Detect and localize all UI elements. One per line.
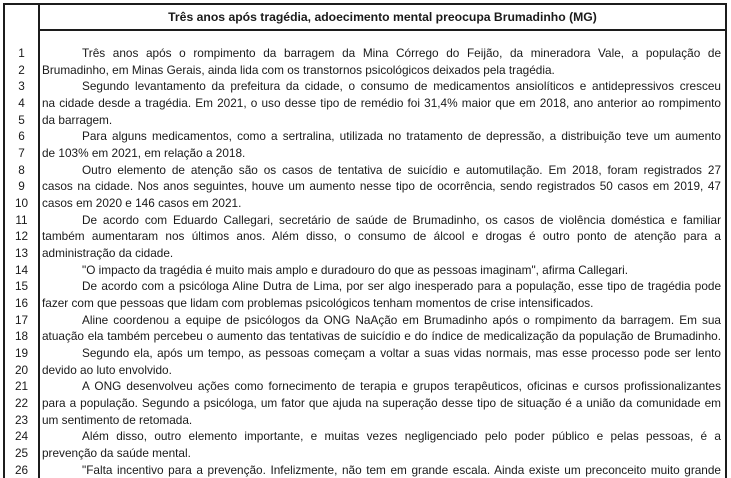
line-number: 9 [18, 179, 25, 194]
text-line: Para alguns medicamentos, como a sertralina, utilizada no tratamento de depressão, a distribuição teve um aumento [82, 129, 721, 144]
line-number: 8 [18, 162, 25, 177]
line-number: 24 [14, 429, 29, 444]
line-number: 2 [18, 62, 25, 77]
text-line: um sentimento de retomada. [42, 412, 193, 427]
line-number: 21 [14, 379, 29, 394]
text-line: devido ao luto envolvido. [42, 362, 172, 377]
text-line: prevenção da saúde mental. [42, 446, 191, 461]
line-number: 4 [18, 96, 25, 111]
text-line: "Falta incentivo para a prevenção. Infelizmente, não tem em grande escala. Ainda existe um preconceito muito grande [82, 462, 721, 477]
line-number: 6 [18, 129, 25, 144]
line-number: 15 [14, 279, 29, 294]
text-line: de 103% em 2021, em relação a 2018. [42, 146, 246, 161]
line-number: 23 [14, 412, 29, 427]
document-title: Três anos após tragédia, adoecimento mental preocupa Brumadinho (MG) [40, 5, 725, 31]
text-line: De acordo com Eduardo Callegari, secretário de saúde de Brumadinho, os casos de violência doméstica e familiar [82, 212, 721, 227]
text-line: A ONG desenvolveu ações como fornecimento de terapia e grupos terapêuticos, oficinas e cursos profissionalizantes [82, 379, 721, 394]
line-number: 12 [14, 229, 29, 244]
line-number-column [5, 5, 40, 478]
text-line: Outro elemento de atenção são os casos de tentativa de suicídio e automutilação. Em 2018, foram registrados 27 [82, 162, 721, 177]
line-number: 26 [14, 462, 29, 477]
text-line: Três anos após o rompimento da barragem da Mina Córrego do Feijão, da mineradora Vale, a população de [82, 46, 721, 60]
text-line: na cidade desde a tragédia. Em 2021, o uso desse tipo de remédio foi 31,4% maior que em 2018, ano anterior ao rompimento [42, 96, 721, 111]
text-line: Segundo ela, após um tempo, as pessoas começam a voltar a suas vidas normais, mas esse processo pode ser lento [82, 346, 721, 361]
text-line: administração da cidade. [42, 246, 174, 261]
text-line: De acordo com a psicóloga Aline Dutra de Lima, por ser algo inesperado para a população, esse tipo de tragédia pode [82, 279, 721, 294]
text-line: Segundo levantamento da prefeitura da cidade, o consumo de medicamentos ansiolíticos e antidepressivos cresceu [82, 79, 721, 94]
line-number: 5 [18, 112, 25, 127]
text-line: Além disso, outro elemento importante, e muitas vezes negligenciado pelo poder público e pelas pessoas, é a [82, 429, 721, 444]
line-number: 17 [14, 312, 29, 327]
text-line: também aumentaram nos últimos anos. Além disso, o consumo de álcool e drogas é outro ponto de atenção para a [42, 229, 721, 244]
text-line: casos na cidade. Nos anos seguintes, houve um aumento nesse tipo de ocorrência, sendo registrados 50 casos em 2019, 47 [42, 179, 721, 194]
line-number: 11 [15, 212, 28, 227]
line-number: 16 [14, 296, 29, 311]
line-number: 19 [14, 346, 29, 361]
line-number: 3 [18, 79, 25, 94]
line-number: 1 [18, 46, 25, 60]
line-number: 13 [14, 246, 29, 261]
document-frame [3, 3, 727, 478]
line-number: 18 [14, 329, 29, 344]
line-number: 20 [14, 362, 29, 377]
text-line: Aline coordenou a equipe de psicólogos da ONG NaAção em Brumadinho após o rompimento da barragem. Em sua [82, 312, 721, 327]
line-number: 22 [14, 396, 29, 411]
line-number: 25 [14, 446, 29, 461]
line-number: 7 [18, 146, 25, 161]
text-line: atuação ela também percebeu o aumento das tentativas de suicídio e do índice de medicalização da população de Brumadinho. [42, 329, 721, 344]
text-line: "O impacto da tragédia é muito mais amplo e duradouro do que as pessoas imaginam", afirma Callegari. [82, 262, 629, 277]
text-line: para a população. Segundo a psicóloga, um fator que ajuda na superação desse tipo de situação é a união da comunidade em [42, 396, 721, 411]
text-line: Brumadinho, em Minas Gerais, ainda lida com os transtornos psicológicos deixados pela tragédia. [42, 62, 555, 77]
line-number: 10 [14, 196, 29, 211]
document-body [40, 31, 725, 478]
line-number: 14 [14, 262, 29, 277]
content-column [40, 5, 725, 478]
text-line: da barragem. [42, 112, 113, 127]
text-line: fazer com que pessoas que lidam com problemas psicológicos tenham momentos de crise intensificados. [42, 296, 594, 311]
text-line: casos em 2020 e 146 casos em 2021. [42, 196, 242, 211]
